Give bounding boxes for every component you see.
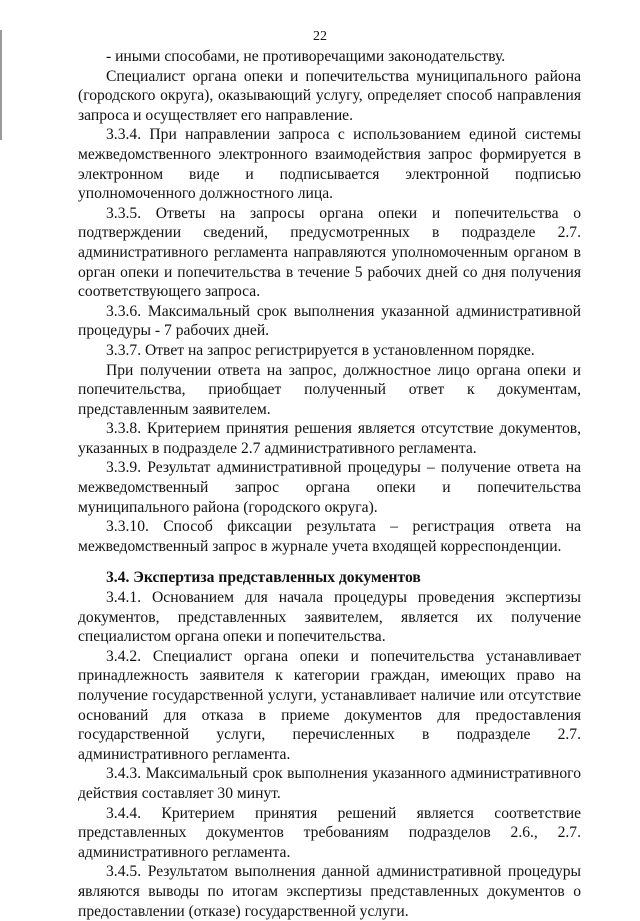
paragraph-other-methods: - иными способами, не противоречащими законодательству.	[106, 48, 506, 65]
paragraph-3-3-8: 3.3.8. Критерием принятия решения является отсутствие документов, указанных в подразделе 2.7 административного регламента.	[78, 420, 581, 457]
paragraph-response-received: При получении ответа на запрос, должностное лицо органа опеки и попечительства, приобщает полученный ответ к документам, представленным заявителем.	[78, 361, 581, 418]
paragraph-3-3-9: 3.3.9. Результат административной процедуры – получение ответа на межведомственный запрос органа опеки и попечительства муниципального района (городского округа).	[78, 459, 581, 516]
section-heading-3-4: 3.4. Экспертиза представленных документов	[106, 569, 421, 587]
paragraph-3-4-3: 3.4.3. Максимальный срок выполнения указанного административного действия составляет 30 минут.	[78, 765, 581, 802]
scan-edge-mark	[0, 30, 2, 140]
document-body	[78, 47, 581, 921]
paragraph-3-4-2: 3.4.2. Специалист органа опеки и попечительства устанавливает принадлежность заявителя к категории граждан, имеющих право на получение государственной услуги, устанавливает наличие или отсутствие оснований для отказа в приеме документов для предоставления государственной услуги, перечисленных в подразделе 2.7. административного регламента.	[78, 647, 581, 763]
paragraph-3-3-10: 3.3.10. Способ фиксации результата – регистрация ответа на межведомственный запрос в журнале учета входящей корреспонденции.	[78, 518, 581, 555]
paragraph-3-3-4: 3.3.4. При направлении запроса с использованием единой системы межведомственного электронного взаимодействия запрос формируется в электронном виде и подписывается электронной подписью уполномоченного должностного лица.	[78, 126, 581, 203]
paragraph-3-4-5: 3.4.5. Результатом выполнения данной административной процедуры являются выводы по итогам экспертизы представленных документов о предоставлении (отказе) государственной услуги.	[78, 863, 581, 920]
page-number: 22	[313, 29, 327, 44]
paragraph-specialist-method: Специалист органа опеки и попечительства муниципального района (городского округа), оказывающий услугу, определяет способ направления запроса и осуществляет его направление.	[78, 67, 581, 124]
paragraph-3-3-7: 3.3.7. Ответ на запрос регистрируется в установленном порядке.	[106, 341, 535, 359]
paragraph-3-3-6: 3.3.6. Максимальный срок выполнения указанной административной процедуры - 7 рабочих дней.	[78, 302, 581, 340]
paragraph-3-3-5: 3.3.5. Ответы на запросы органа опеки и попечительства о подтверждении сведений, предусмотренных в подразделе 2.7. административного регламента направляются уполномоченным органом в орган опеки и попечительства в течение 5 рабочих дней со дня получения соответствующего запроса.	[78, 204, 581, 301]
paragraph-3-4-4: 3.4.4. Критерием принятия решений является соответствие представленных документов требованиям подразделов 2.6., 2.7. административного регламента.	[78, 804, 581, 861]
paragraph-3-4-1: 3.4.1. Основанием для начала процедуры проведения экспертизы документов, представленных заявителем, является их получение специалистом органа опеки и попечительства.	[78, 589, 581, 646]
